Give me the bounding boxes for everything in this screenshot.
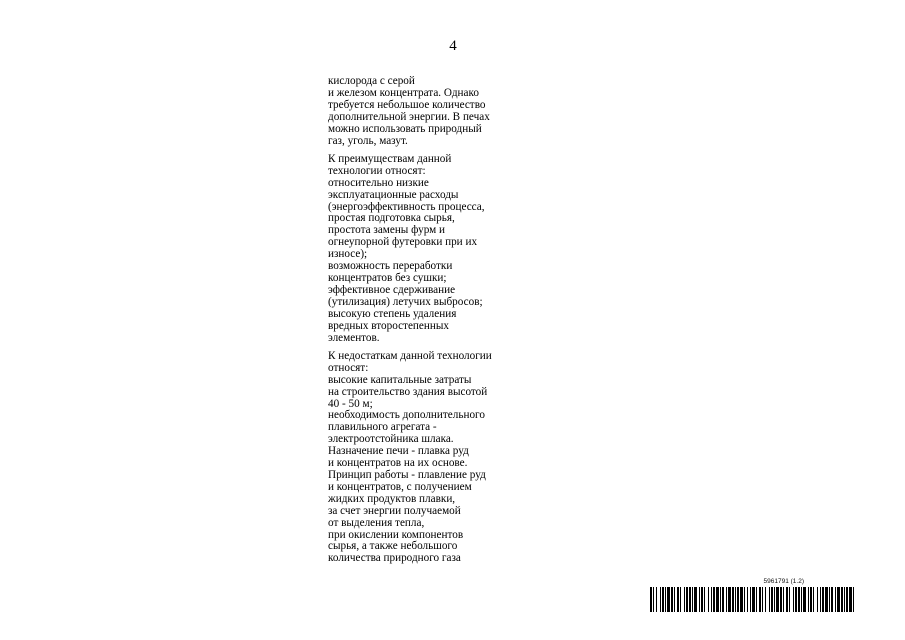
text-line: К недостаткам данной технологии [328,349,492,362]
barcode-bar [684,587,685,612]
text-line: 40 - 50 м; [328,397,373,410]
text-line: дополнительной энергии. В печах [328,110,490,123]
text-line: за счет энергии получаемой [328,504,461,517]
text-line: возможность переработки [328,260,453,273]
barcode-bar [831,587,833,612]
text-line: требуется небольшое количество [328,98,486,111]
barcode-bar [747,587,748,612]
barcode-bar [798,587,800,612]
text-line: Принцип работы - плавление руд [328,469,486,481]
text-line: плавильного агрегата - [328,421,437,434]
barcode-bar [835,587,836,612]
barcode-bar [656,587,657,612]
text-line: на строительство здания высотой [328,385,488,398]
barcode-bar [820,587,821,612]
barcode-bar [720,587,721,612]
barcode-bar [822,587,824,612]
text-line: элементов. [328,331,380,344]
text-line: (утилизация) летучих выбросов; [328,295,483,308]
barcode-bar [722,587,724,612]
barcode-bar [762,587,763,612]
barcode-bar [825,587,828,612]
barcode-bar [769,587,770,612]
barcode-bar [771,587,773,612]
barcode-bar [829,587,830,612]
barcode-bar [783,587,784,612]
barcode-bar [844,587,845,612]
barcode-bar [810,587,812,612]
text-line: кислорода с серой [328,75,415,87]
barcode-bar [713,587,715,612]
barcode-bar [786,587,788,612]
barcode-block [650,578,856,614]
barcode-bar [789,587,790,612]
text-line: и железом концентрата. Однако [328,86,479,99]
barcode-bar [694,587,697,612]
barcode-bar [674,587,675,612]
barcode-bar [846,587,848,612]
paragraph-disadvantages [328,351,538,565]
barcode-bar [692,587,693,612]
text-line: при окислении компонентов [328,528,464,541]
paragraph-intro [328,76,538,147]
barcode-bar [740,587,743,612]
barcode-bar [837,587,840,612]
barcode-bar [849,587,852,612]
text-line: необходимость дополнительного [328,409,485,422]
barcode-bar [808,587,809,612]
barcode-bar [744,587,745,612]
barcode-icon [650,587,856,612]
text-line: вредных второстепенных [328,319,449,332]
barcode-bar [711,587,712,612]
text-line: количества природного газа [328,552,461,565]
text-line: Назначение печи - плавка руд [328,445,469,458]
barcode-bar [671,587,673,612]
text-line: концентратов без сушки; [328,272,447,284]
barcode-bar [708,587,709,612]
text-line: К преимуществам данной [328,152,452,165]
barcode-bar [737,587,739,612]
text-line: износе); [328,248,368,261]
text-line: эффективное сдерживание [328,283,456,296]
barcode-bar [704,587,705,612]
barcode-bar [813,587,814,612]
text-line: огнеупорной футеровки при их [328,236,478,249]
barcode-bar [660,587,661,612]
text-line: жидких продуктов плавки, [328,492,456,505]
barcode-bar [765,587,766,612]
barcode-bar [677,587,679,612]
document-body [328,76,538,572]
text-line: высокие капитальные затраты [328,373,472,386]
text-line: можно использовать природный [328,122,482,135]
text-line: относят: [328,361,369,374]
text-line: простая подготовка сырья, [328,212,455,225]
text-line: сырья, а также небольшого [328,540,458,553]
text-line: и концентратов на их основе. [328,457,468,470]
barcode-bar [735,587,736,612]
text-line: технологии относят: [328,164,426,177]
barcode-bar [750,587,751,612]
barcode-bar [803,587,806,612]
text-line: простота замены фурм и [328,224,445,237]
text-line: относительно низкие [328,176,429,189]
barcode-bar [817,587,818,612]
text-line: и концентратов, с получением [328,480,472,493]
barcode-caption: 5961791 (1.2) [763,578,804,585]
barcode-bar [774,587,775,612]
barcode-bar [650,587,652,612]
barcode-bar [776,587,779,612]
barcode-bar [801,587,802,612]
barcode-bar [732,587,734,612]
barcode-bar [689,587,691,612]
text-line: электроотстойника шлака. [328,433,454,446]
barcode-bar [728,587,731,612]
barcode-bar [780,587,782,612]
text-line: эксплуатационные расходы [328,188,459,201]
barcode-bar [752,587,755,612]
barcode-bar [680,587,681,612]
barcode-bar [699,587,700,612]
barcode-bar [662,587,664,612]
barcode-bar [759,587,761,612]
text-line: от выделения тепла, [328,516,425,529]
barcode-bar [701,587,703,612]
page-number: 4 [449,38,457,54]
text-line: (энергоэффективность процесса, [328,200,485,213]
text-line: газ, уголь, мазут. [328,134,408,147]
barcode-bar [795,587,797,612]
barcode-bar [667,587,670,612]
barcode-bar [726,587,727,612]
barcode-bar [841,587,843,612]
barcode-bar [716,587,719,612]
paragraph-advantages [328,154,538,345]
barcode-bar [756,587,757,612]
barcode-bar [853,587,854,612]
barcode-bar [793,587,794,612]
text-line: высокую степень удаления [328,307,457,320]
barcode-bar [665,587,666,612]
barcode-bar [653,587,654,612]
barcode-bar [686,587,688,612]
